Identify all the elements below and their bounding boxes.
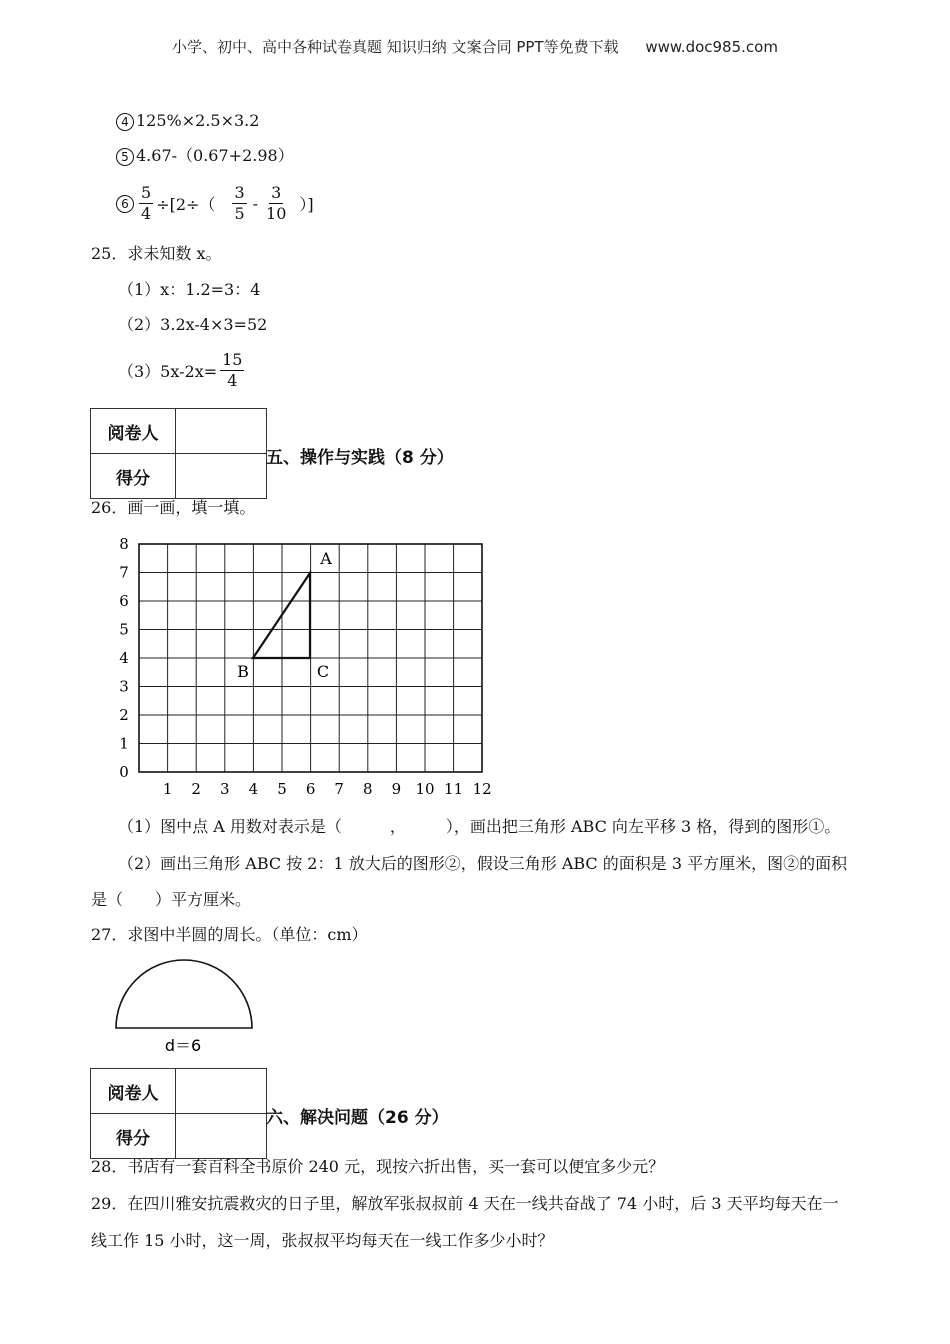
item-6-mid: ÷[2÷（ bbox=[156, 195, 216, 214]
q26-part-2b: 是（ ）平方厘米。 bbox=[91, 890, 252, 909]
section-5-title: 五、操作与实践（8 分） bbox=[266, 448, 454, 468]
fraction-numerator: 5 bbox=[141, 183, 152, 202]
x-axis-label: 11 bbox=[444, 780, 464, 798]
reader-cell bbox=[176, 1069, 267, 1114]
q25-sub-1: （1）x：1.2=3：4 bbox=[118, 280, 261, 299]
item-4-number: 4 bbox=[116, 113, 134, 131]
q26-title: 26．画一画，填一填。 bbox=[91, 498, 256, 517]
y-axis-label: 5 bbox=[119, 620, 129, 639]
x-axis-label: 5 bbox=[277, 780, 287, 798]
q25-sub-3 bbox=[118, 350, 247, 391]
y-axis-label: 3 bbox=[119, 677, 129, 696]
item-6-number: 6 bbox=[116, 195, 134, 213]
item-6-end: ）] bbox=[299, 195, 314, 214]
reader-label: 阅卷人 bbox=[91, 1069, 176, 1114]
q29-text-a: 29．在四川雅安抗震救灾的日子里，解放军张叔叔前 4 天在一线共奋战了 74 小时，后 3 天平均每天在一 bbox=[91, 1194, 839, 1213]
score-table-1 bbox=[90, 408, 267, 499]
fraction-numerator: 15 bbox=[222, 350, 243, 369]
coordinate-grid bbox=[110, 530, 510, 805]
fraction-denominator: 4 bbox=[227, 371, 238, 390]
point-c-label: C bbox=[316, 662, 330, 681]
fraction-numerator: 3 bbox=[271, 183, 282, 202]
x-axis-label: 7 bbox=[334, 780, 344, 798]
semicircle-shape bbox=[116, 960, 252, 1028]
fraction-numerator: 3 bbox=[234, 183, 245, 202]
semicircle-figure bbox=[110, 955, 260, 1060]
x-axis-label: 12 bbox=[472, 780, 492, 798]
x-axis-labels bbox=[163, 780, 492, 798]
points-cell bbox=[176, 454, 267, 499]
y-axis-label: 8 bbox=[119, 535, 129, 553]
x-axis-label: 2 bbox=[191, 780, 201, 798]
y-axis-label: 7 bbox=[119, 563, 129, 582]
points-cell bbox=[176, 1114, 267, 1159]
points-label: 得分 bbox=[91, 1114, 176, 1159]
q25-sub-2: （2）3.2x-4×3=52 bbox=[118, 315, 268, 334]
page-header bbox=[0, 36, 950, 57]
q25-sub-3-expr: （3）5x-2x= bbox=[118, 362, 218, 381]
x-axis-label: 9 bbox=[391, 780, 402, 798]
y-axis-label: 2 bbox=[119, 706, 129, 724]
item-6-fraction-2 bbox=[232, 183, 246, 224]
x-axis-label: 3 bbox=[220, 780, 230, 798]
fraction-denominator: 4 bbox=[141, 204, 152, 223]
item-4 bbox=[116, 111, 259, 131]
item-5-number: 5 bbox=[116, 148, 134, 166]
q26-part-2a: （2）画出三角形 ABC 按 2：1 放大后的图形②，假设三角形 ABC 的面积是 3 平方厘米，图②的面积 bbox=[118, 854, 848, 873]
y-axis-labels bbox=[119, 535, 129, 781]
reader-cell bbox=[176, 409, 267, 454]
x-axis-label: 6 bbox=[305, 780, 316, 798]
y-axis-label: 6 bbox=[119, 592, 129, 610]
item-5 bbox=[116, 146, 294, 166]
fraction-denominator: 10 bbox=[266, 204, 287, 223]
y-axis-label: 1 bbox=[119, 734, 129, 753]
header-site: www.doc985.com bbox=[645, 38, 778, 56]
q27-title: 27．求图中半圆的周长。（单位：cm） bbox=[91, 925, 368, 944]
q29-text-b: 线工作 15 小时，这一周，张叔叔平均每天在一线工作多少小时？ bbox=[91, 1231, 554, 1250]
points-label: 得分 bbox=[91, 454, 176, 499]
item-6-fraction-3 bbox=[264, 183, 288, 224]
q25-title: 25．求未知数 x。 bbox=[91, 244, 222, 263]
item-6-fraction-1 bbox=[139, 183, 153, 224]
x-axis-label: 8 bbox=[363, 780, 373, 798]
item-5-expr: 4.67-（0.67+2.98） bbox=[136, 146, 294, 165]
y-axis-label: 0 bbox=[119, 763, 129, 781]
section-6-title: 六、解决问题（26 分） bbox=[266, 1108, 449, 1128]
header-text: 小学、初中、高中各种试卷真题 知识归纳 文案合同 PPT等免费下载 bbox=[172, 38, 619, 56]
diameter-label: d＝6 bbox=[164, 1036, 202, 1055]
reader-label: 阅卷人 bbox=[91, 409, 176, 454]
item-4-expr: 125%×2.5×3.2 bbox=[136, 111, 260, 130]
point-b-label: B bbox=[237, 662, 249, 681]
item-6 bbox=[116, 183, 314, 224]
q28-text: 28．书店有一套百科全书原价 240 元，现按六折出售，买一套可以便宜多少元？ bbox=[91, 1157, 665, 1176]
point-a-label: A bbox=[320, 549, 332, 568]
q25-sub-3-fraction bbox=[220, 350, 244, 391]
item-6-minus: - bbox=[252, 194, 259, 213]
score-table-2 bbox=[90, 1068, 267, 1159]
x-axis-label: 10 bbox=[415, 780, 435, 798]
x-axis-label: 1 bbox=[162, 780, 173, 798]
fraction-denominator: 5 bbox=[234, 204, 245, 223]
y-axis-label: 4 bbox=[119, 649, 129, 667]
x-axis-label: 4 bbox=[248, 780, 259, 798]
q26-part-1: （1）图中点 A 用数对表示是（ ， ），画出把三角形 ABC 向左平移 3 格，得到的图形①。 bbox=[118, 817, 841, 836]
